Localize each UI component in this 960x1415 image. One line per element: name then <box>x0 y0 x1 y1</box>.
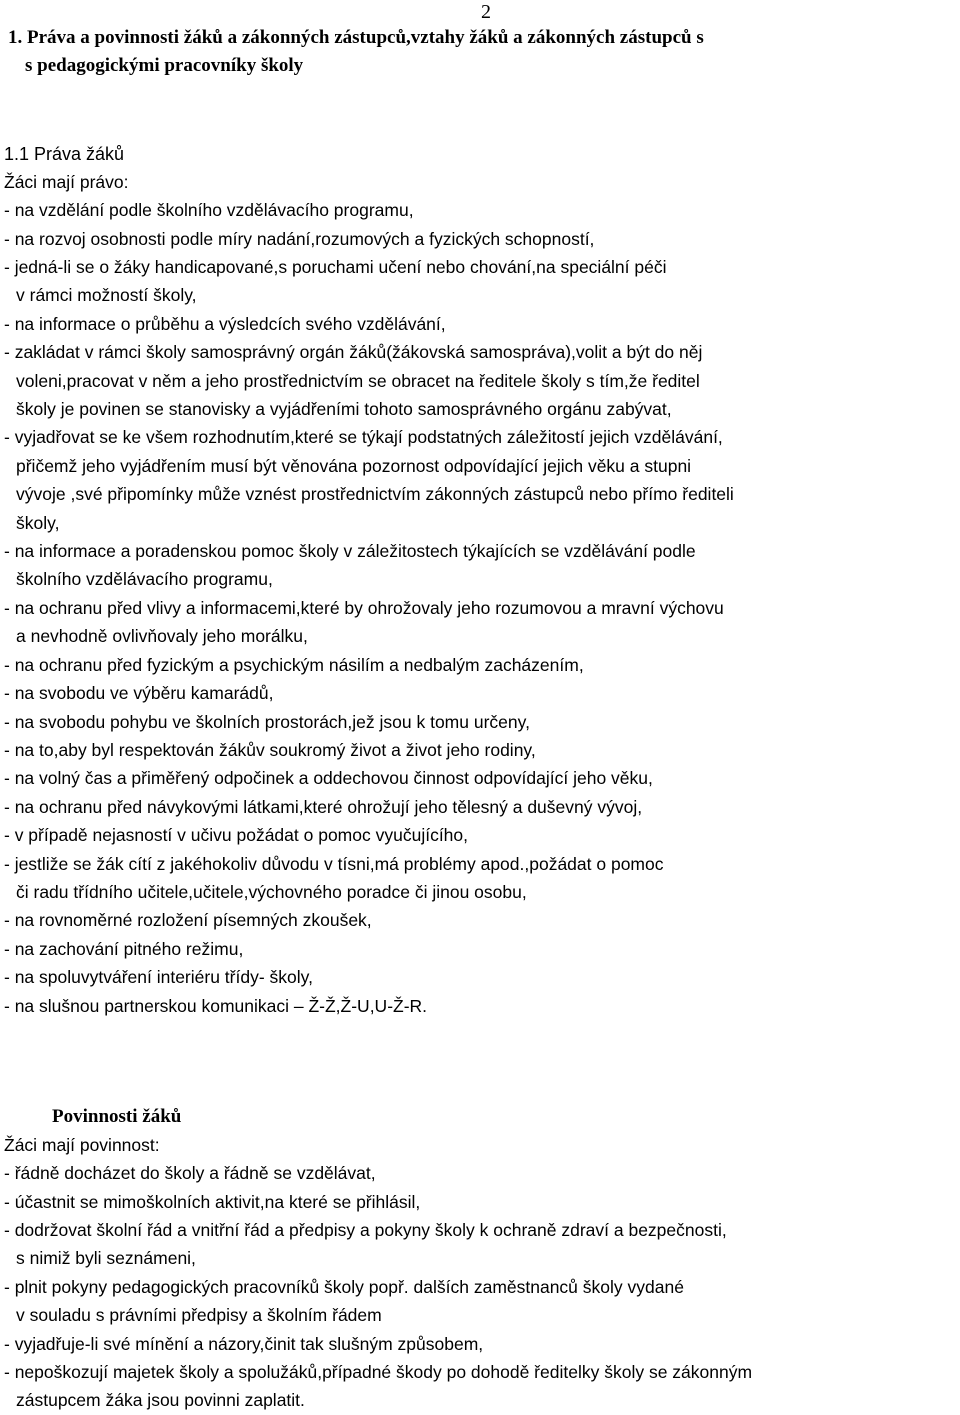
rights-list-item-line: školního vzdělávacího programu, <box>16 569 273 590</box>
chapter-title-line-2: s pedagogickými pracovníky školy <box>25 55 304 76</box>
duties-list-item-line: - dodržovat školní řád a vnitřní řád a předpisy a pokyny školy k ochraně zdraví a bezpečnosti, <box>4 1220 727 1240</box>
rights-list-item <box>4 821 958 849</box>
duties-list-item-line: - vyjadřuje-li své mínění a názory,činit tak slušným způsobem, <box>4 1333 484 1354</box>
rights-list-item <box>4 764 958 792</box>
rights-heading: 1.1 Práva žáků <box>4 144 125 164</box>
rights-list-item <box>4 935 958 963</box>
rights-list-item-line: - na vzdělání podle školního vzdělávacího programu, <box>4 200 414 221</box>
duties-list-item <box>4 1188 958 1216</box>
rights-list-item-line: - jedná-li se o žáky handicapované,s poruchami učení nebo chování,na speciální péči <box>4 257 667 277</box>
rights-list-item-line: - na ochranu před vlivy a informacemi,které by ohrožovaly jeho rozumovou a mravní výchovu <box>4 597 724 618</box>
duties-list-item-line: s nimiž byli seznámeni, <box>16 1248 196 1269</box>
rights-list-item <box>4 196 958 224</box>
duties-intro: Žáci mají povinnost: <box>4 1135 160 1155</box>
rights-list-item-line: - na to,aby byl respektován žákův soukromý život a život jeho rodiny, <box>4 739 536 760</box>
duties-list-item <box>4 1273 958 1330</box>
rights-list-item <box>4 338 958 423</box>
rights-list-item <box>4 594 958 651</box>
duties-list-item-line: - účastnit se mimoškolních aktivit,na které se přihlásil, <box>4 1191 421 1212</box>
rights-list-item-line: - na rozvoj osobnosti podle míry nadání,rozumových a fyzických schopností, <box>4 228 595 249</box>
duties-list-item <box>4 1159 958 1187</box>
rights-list-item <box>4 253 958 310</box>
rights-list-item-line: - na zachování pitného režimu, <box>4 938 244 959</box>
duties-list-item-line: - řádně docházet do školy a řádně se vzdělávat, <box>4 1163 376 1184</box>
rights-section <box>4 140 958 1020</box>
rights-list <box>4 196 958 1020</box>
rights-list-item-line: - v případě nejasností v učivu požádat o pomoc vyučujícího, <box>4 825 469 846</box>
rights-list-item <box>4 651 958 679</box>
rights-list-item <box>4 850 958 907</box>
rights-list-item-line: - zakládat v rámci školy samosprávný orgán žáků(žákovská samospráva),volit a být do něj <box>4 342 703 363</box>
rights-list-item-line: přičemž jeho vyjádřením musí být věnována pozornost odpovídající jejich věku a stupni <box>16 455 692 476</box>
rights-list-item-line: či radu třídního učitele,učitele,výchovného poradce či jinou osobu, <box>16 881 527 902</box>
duties-section <box>4 1103 958 1415</box>
duties-list-item-line: - plnit pokyny pedagogických pracovníků školy popř. dalších zaměstnanců školy vydané <box>4 1276 684 1297</box>
rights-list-item <box>4 310 958 338</box>
chapter-title-line-1: 1. Práva a povinnosti žáků a zákonných zástupců,vztahy žáků a zákonných zástupců s <box>8 27 704 48</box>
rights-list-item-line: - na ochranu před návykovými látkami,které ohrožují jeho tělesný a duševný vývoj, <box>4 796 643 817</box>
rights-list-item <box>4 225 958 253</box>
rights-list-item <box>4 963 958 991</box>
rights-list-item-line: - na ochranu před fyzickým a psychickým násilím a nedbalým zacházením, <box>4 654 584 675</box>
rights-list-item-line: - na rovnoměrné rozložení písemných zkoušek, <box>4 910 372 931</box>
chapter-heading <box>8 24 953 80</box>
rights-list-item-line: školy, <box>16 512 60 533</box>
rights-list-item-line: v rámci možností školy, <box>16 285 197 306</box>
rights-list-item-line: - na svobodu pohybu ve školních prostorách,jež jsou k tomu určeny, <box>4 711 530 732</box>
rights-list-item-line: - na svobodu ve výběru kamarádů, <box>4 683 274 704</box>
rights-list-item <box>4 708 958 736</box>
duties-heading: Povinnosti žáků <box>52 1106 182 1127</box>
rights-list-item <box>4 793 958 821</box>
duties-list-item-line: - nepoškozují majetek školy a spolužáků,případné škody po dohodě ředitelky školy se zákonným <box>4 1362 753 1383</box>
rights-intro: Žáci mají právo: <box>4 172 129 192</box>
duties-list-item <box>4 1330 958 1358</box>
rights-list-item-line: - na slušnou partnerskou komunikaci – Ž-Ž,Ž-U,U-Ž-R. <box>4 995 428 1016</box>
duties-list-item-line: zástupcem žáka jsou povinni zaplatit. <box>16 1390 305 1411</box>
rights-list-item-line: voleni,pracovat v něm a jeho prostřednictvím se obracet na ředitele školy s tím,že ředitel <box>16 370 700 391</box>
rights-list-item-line: a nevhodně ovlivňovaly jeho morálku, <box>16 626 308 647</box>
duties-list-item <box>4 1358 958 1415</box>
duties-list <box>4 1159 958 1415</box>
rights-list-item-line: - jestliže se žák cítí z jakéhokoliv důvodu v tísni,má problémy apod.,požádat o pomoc <box>4 853 664 874</box>
rights-list-item <box>4 906 958 934</box>
rights-list-item-line: - na informace a poradenskou pomoc školy v záležitostech týkajících se vzdělávání podle <box>4 541 696 562</box>
rights-list-item-line: vývoje ,své připomínky může vznést prostřednictvím zákonných zástupců nebo přímo řediteli <box>16 484 734 505</box>
rights-list-item <box>4 992 958 1020</box>
rights-list-item <box>4 537 958 594</box>
duties-list-item <box>4 1216 958 1273</box>
rights-list-item-line: - vyjadřovat se ke všem rozhodnutím,které se týkají podstatných záležitostí jejich vzdělávání, <box>4 427 723 448</box>
duties-list-item-line: v souladu s právními předpisy a školním řádem <box>16 1305 382 1326</box>
rights-list-item-line: - na spoluvytváření interiéru třídy- školy, <box>4 967 313 988</box>
rights-list-item-line: - na informace o průběhu a výsledcích svého vzdělávání, <box>4 313 446 334</box>
rights-list-item <box>4 679 958 707</box>
rights-list-item <box>4 423 958 537</box>
rights-list-item-line: - na volný čas a přiměřený odpočinek a oddechovou činnost odpovídající jeho věku, <box>4 768 653 789</box>
page-number: 2 <box>481 1 491 23</box>
rights-list-item <box>4 736 958 764</box>
rights-list-item-line: školy je povinen se stanovisky a vyjádřeními tohoto samosprávného orgánu zabývat, <box>16 399 672 420</box>
